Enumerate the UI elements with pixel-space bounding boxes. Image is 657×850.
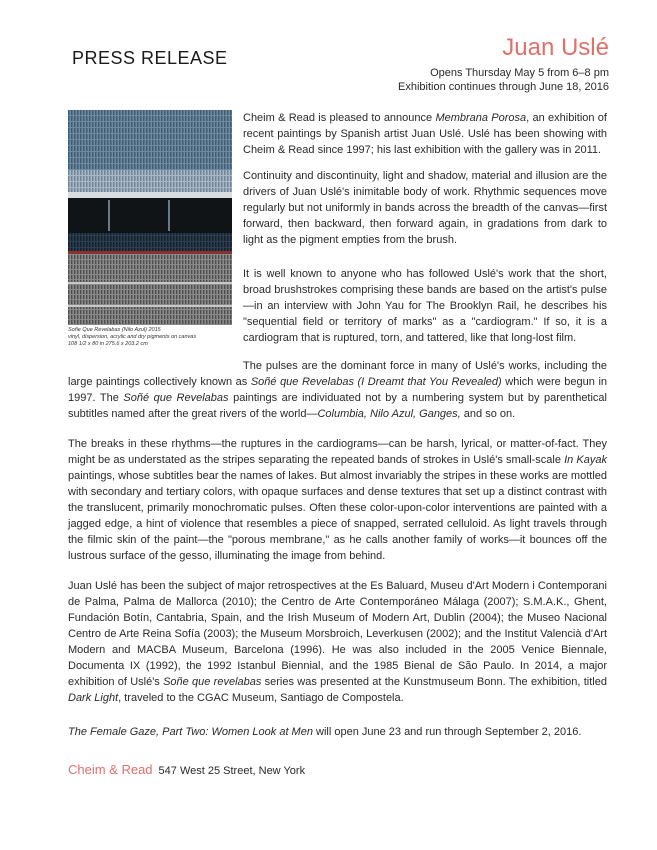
painting-image [68, 110, 232, 325]
paragraph-cardiogram: It is well known to anyone who has followed Uslé's work that the short, broad brushstrokes comprising these bands are based on the artist's pulse—in an interview with John Yau for The Brooklyn Rail, he describes his "sequential field or territory of marks" as a "cardiogram." If so, it is a cardiogram that is ruptured, torn, and tattered, like that long-lost film. [243, 268, 607, 344]
press-release-heading: PRESS RELEASE [72, 48, 228, 68]
footer [68, 762, 305, 777]
paragraph-breaks: The breaks in these rhythms—the ruptures in the cardiograms—can be harsh, lyrical, or matter-of-fact. They might be as understated as the stripes separating the repeated bands of strokes in Uslé's small-scale In Kayak paintings, whose subtitles bear the names of lakes. But almost invariably the stripes in these works are mottled with secondary and tertiary colors, with opaque surfaces and dense textures that set up a distinct contrast with the translucent, primarily monochromatic pulses. Often these color-upon-color interventions are painted with a jagged edge, a hint of violence that resembles a piece of snapped, serrated celluloid. As light travels through the filmic skin of the paint—the "porous membrane," as he calls another family of works—it bounces off the lustrous surface of the gesso, illuminating the image from behind. [68, 438, 608, 562]
gallery-address: 547 West 25 Street, New York [158, 765, 306, 777]
paragraph-next-exhibition: The Female Gaze, Part Two: Women Look at Men will open June 23 and run through September 2, 2016. [68, 726, 582, 738]
exhibition-dates [398, 66, 609, 94]
closing-date: Exhibition continues through June 18, 2016 [398, 81, 609, 93]
caption-size: 108 1/2 x 80 in 275.6 x 203.2 cm [68, 341, 148, 347]
image-caption [68, 327, 238, 348]
paragraph-pulses: The pulses are the dominant force in many of Uslé's works, including the large paintings collectively known as Soñé que Revelabas (I Dreamt that You Revealed) which were begun in 1997. The Soñé que Revelabas paintings are individuated not by a numbering system but by parenthetical subtitles named after the great rivers of the world—Columbia, Nilo Azul, Ganges, and so on. [68, 360, 607, 420]
paragraph-continuity: Continuity and discontinuity, light and shadow, material and illusion are the drivers of Juan Uslé's inimitable body of work. Rhythmic sequences move regularly but not uniformly in bands across the breadth of the canvas—first forward, then backward, then forward again, in gradations from dark to light as the pigment empties from the brush. [243, 170, 607, 246]
artist-name: Juan Uslé [502, 34, 609, 61]
caption-medium: vinyl, dispersion, acrylic and dry pigments on canvas [68, 334, 197, 340]
paragraph-announcement: Cheim & Read is pleased to announce Membrana Porosa, an exhibition of recent paintings by Spanish artist Juan Uslé. Uslé has been showing with Cheim & Read since 1997; his last exhibition with the gallery was in 2011. [243, 112, 607, 156]
opening-date: Opens Thursday May 5 from 6–8 pm [430, 67, 609, 79]
caption-title: Soñe Que Revelabas (Nilo Azul) 2015 [68, 327, 161, 333]
gallery-name: Cheim & Read [68, 762, 153, 777]
paragraph-retrospectives: Juan Uslé has been the subject of major retrospectives at the Es Baluard, Museu d'Art Modern i Contemporani de Palma, Palma de Mallorca (2010); the Centro de Arte Contemporáneo Málaga (2007); S.M.A.K., Ghent, Fundación Botín, Cantabria, Spain, and the Irish Museum of Modern Art, Dublin (2004); the Museo Nacional Centro de Arte Reina Sofía (2003); the Museum Morsbroich, Leverkusen (2002); and the Institut Valencià d'Art Modern and MACBA Museum, Barcelona (1996). He was also included in the 2005 Venice Biennale, Documenta IX (1992), the 1992 Istanbul Biennial, and the 1985 Bienal de São Paulo. In 2014, a major exhibition of Uslé's Soñe que revelabas series was presented at the Kunstmuseum Bonn. The exhibition, titled Dark Light, traveled to the CGAC Museum, Santiago de Compostela. [68, 580, 607, 704]
